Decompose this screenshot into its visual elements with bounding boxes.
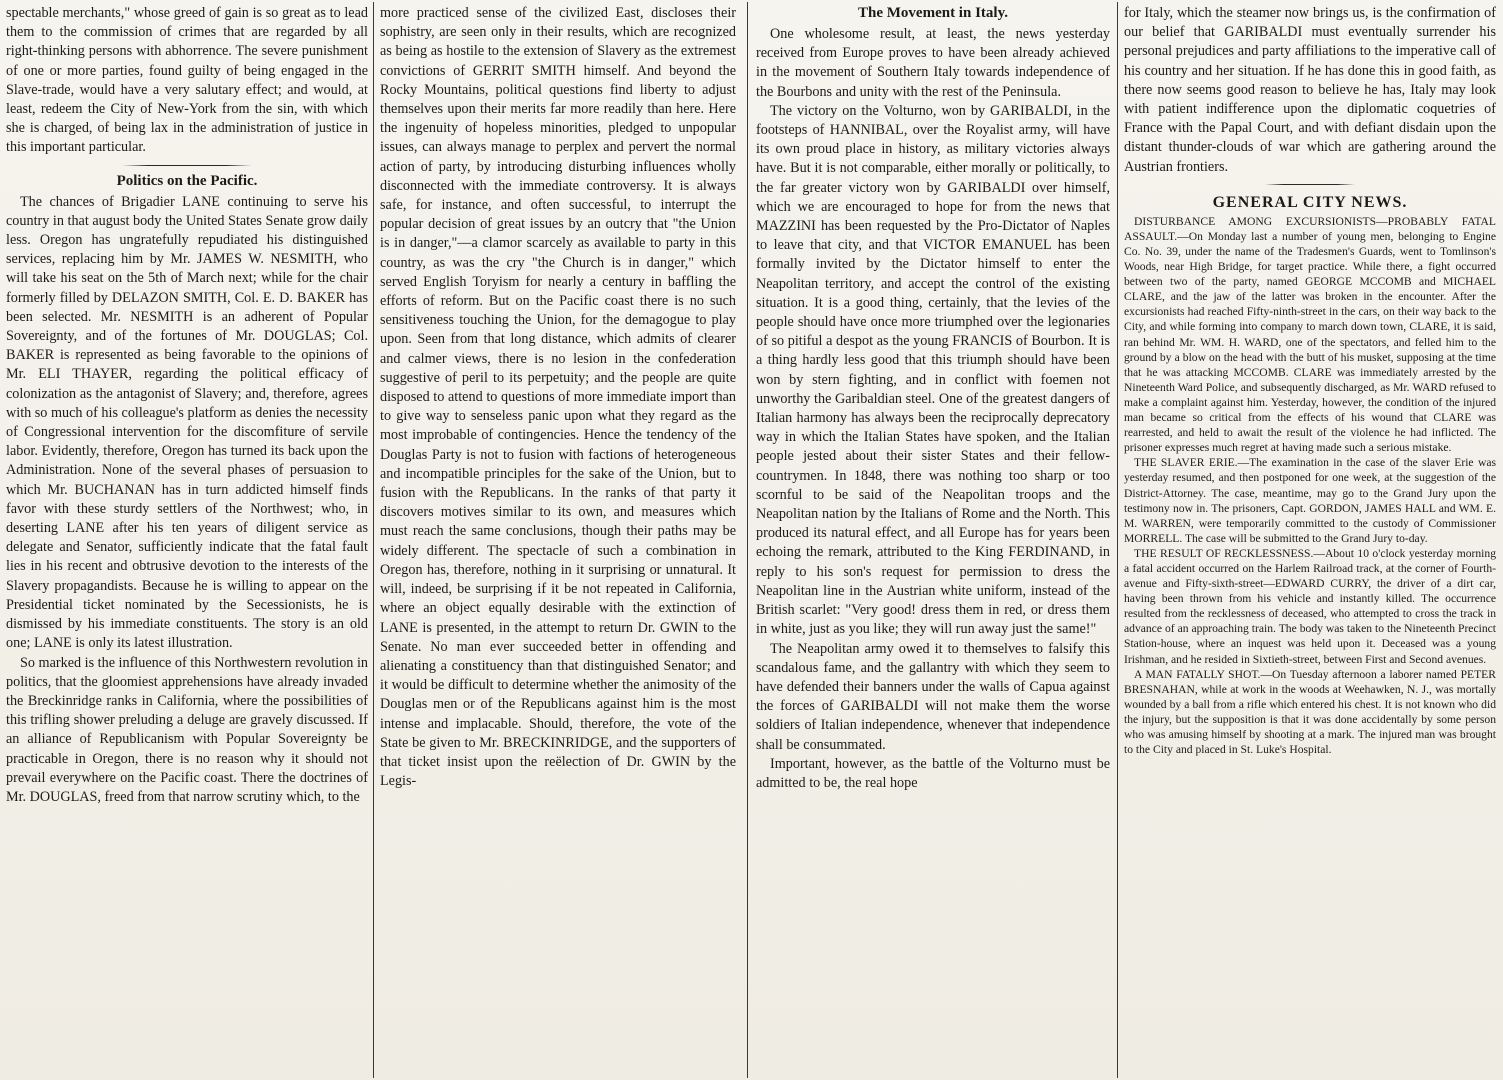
paragraph: So marked is the influence of this Northwestern revolution in politics, that the gloomiest apprehensions have already invaded the Breckinridge ranks in California, where the possibilities of this trifling shower preluding a deluge are gravely discussed. If an alliance of Republicanism with Popular Sovereignty be practicable in Oregon, there is no reason why it should not prevail everywhere on the Pacific coast. There the doctrines of Mr. DOUGLAS, freed from that narrow scrutiny which, to the xyxy=(6,654,368,805)
paragraph: The chances of Brigadier LANE continuing to serve his country in that august body the United States Senate grow daily less. Oregon has ungratefully repudiated his distinguished services, replacing him by Mr. JAMES W. NESMITH, who will take his seat on the 5th of March next; while for the chair formerly filled by DELAZON SMITH, Col. E. D. BAKER has been selected. Mr. NESMITH is an adherent of Popular Sovereignty, and of the fortunes of Mr. DOUGLAS; Col. BAKER is represented as being favorable to the opinions of Mr. ELI THAYER, regarding the political efficacy of colonization as the antagonist of Slavery; and, therefore, agrees with so much of his colleague's platform as denies the necessity of Congressional intervention for the discomfiture of servile labor. Evidently, therefore, Oregon has turned its back upon the Administration. None of the several phases of persuasion to which Mr. BUCHANAN has in turn addicted himself finds favor with these sturdy settlers of the Northwest; who, in deserting LANE after his ten years of diligent service as delegate and Senator, sufficiently indicate that the fatal fault lies in his recent and obtrusive devotion to the interests of the Slavery propagandists. Because he is willing to appear on the Presidential ticket nominated by the Secessionists, he is dismissed by his immediate constituents. The story is an old one; LANE is only its latest illustration. xyxy=(6,193,368,652)
section-divider xyxy=(1265,184,1355,185)
news-item: THE SLAVER ERIE.—The examination in the case of the slaver Erie was yesterday resumed, and then postponed for one week, at the suggestion of the District-Attorney. The case, meantime, may go to the Grand Jury upon the testimony now in. The prisoners, Capt. GORDON, JAMES HALL and WM. E. M. WARREN, were temporarily committed to the custody of Commissioner MORRELL. The case will be submitted to the Grand Jury to-day. xyxy=(1124,456,1496,545)
section-heading-city-news: GENERAL CITY NEWS. xyxy=(1212,193,1408,211)
section-divider xyxy=(122,165,252,166)
column-4 xyxy=(1124,4,1496,1076)
news-item: DISTURBANCE AMONG EXCURSIONISTS—PROBABLY FATAL ASSAULT.—On Monday last a number of young men, belonging to Engine Co. No. 39, under the name of the Tradesmen's Guards, went to Tomlinson's Woods, near High Bridge, for target practice. While there, a fight occurred between two of the party, named GEORGE MCCOMB and MICHAEL CLARE, and the jaw of the latter was broken in the encounter. After the excursionists had reached Fifty-ninth-street in the cars, on their way back to the City, and while forming into company to march down town, CLARE, it is said, ran behind Mr. WM. H. WARD, one of the spectators, and felled him to the ground by a blow on the head with the butt of his musket, supposing at the time that he was attacking MCCOMB. CLARE was immediately arrested by the Nineteenth Ward Police, and subsequently discharged, as Mr. WARD refused to make a complaint against him. Yesterday, however, the condition of the injured man became so critical from the effects of his wound that CLARE was rearrested, and held to await the result of the violence he had inflicted. The prisoner expresses much regret at having made such a serious mistake. xyxy=(1124,214,1496,455)
column-3 xyxy=(756,4,1110,1076)
paragraph: Important, however, as the battle of the Volturno must be admitted to be, the real hope xyxy=(756,755,1110,791)
city-news-items xyxy=(1124,214,1496,757)
article-heading-italy: The Movement in Italy. xyxy=(858,5,1008,21)
column-2 xyxy=(380,4,736,1076)
column-rule xyxy=(373,2,374,1078)
column-1 xyxy=(6,4,368,1076)
paragraph: The Neapolitan army owed it to themselves to falsify this scandalous fame, and the gallantry with which they seem to have defended their banners under the walls of Capua against the forces of GARIBALDI will not make them the worse soldiers of Italian independence, whenever that independence shall be consummated. xyxy=(756,640,1110,753)
article-heading-pacific: Politics on the Pacific. xyxy=(116,172,258,189)
paragraph: more practiced sense of the civilized East, discloses their sophistry, are seen only in their results, which are recognized as being as hostile to the extension of Slavery as the extremest convictions of GERRIT SMITH himself. And beyond the Rocky Mountains, political questions find liberty to adjust themselves upon their merits far more readily than here. Here the ingenuity of hopeless minorities, pledged to unpopular issues, can always manage to perplex and pervert the normal action of party, by introducing disturbing influences wholly disconnected with the immediate controversy. It is always safe, for instance, and often successful, to interrupt the popular decision of great issues by an outcry that "the Union is in danger,"—a clamor scarcely as available to party in this country, as was the cry "the Church is in danger," which served English Toryism for nearly a century in baffling the efforts of reform. But on the Pacific coast there is no such sensitiveness touching the Union, for the demagogue to play upon. Seen from that long distance, which admits of clearer and calmer views, there is no lesion in the confederation suggestive of peril to its perpetuity; and the people are quite disposed to attend to questions of more immediate import than to give way to senseless panic upon what they regard as the most improbable of contingencies. Hence the tendency of the Douglas Party is not to fusion with factions of heterogeneous and incompatible principles for the sake of the Union, but to fusion with the Republicans. In the ranks of that party it discovers motives similar to its own, and measures which must reach the same conclusions, though their paths may be widely different. The spectacle of such a combination in Oregon has, therefore, nothing in it surprising or unnatural. It will, indeed, be surprising if it be not repeated in California, where an object equally desirable with the extinction of LANE is presented, in the attempt to return Dr. GWIN to the Senate. No man ever succeeded better in offending and alienating a constituency than that distinguished Senator; and it would be difficult to determine whether the animosity of the Douglas men or of the Republicans against him is the most intense and implacable. Should, therefore, the vote of the State be given to Mr. BRECKINRIDGE, and the supporters of that ticket insist upon the reëlection of Dr. GWIN by the Legis- xyxy=(380,5,736,790)
column-rule xyxy=(747,2,748,1078)
paragraph: The victory on the Volturno, won by GARIBALDI, in the footsteps of HANNIBAL, over the Royalist army, will have its own proud place in history, as military victories always have. But it is not comparable, either morally or politically, to the far greater victory won by GARIBALDI over himself, which we are encouraged to hope for from the news that MAZZINI has been requested by the Pro-Dictator of Naples to leave that city, and that VICTOR EMANUEL has been formally invited by the Dictator himself to enter the Neapolitan territory, and accept the control of the existing situation. It is a good thing, certainly, that the levies of the people should have once more triumphed over the legionaries of so pitiful a despot as the young FRANCIS of Bourbon. It is a thing hardly less good that this triumph should have been won by stern fighting, and in conflict with foemen not unworthy the Garibaldian steel. One of the greatest dangers of Italian harmony has always been the reciprocally deprecatory way in which the Italian States have spoken, and the Italian people jested about their sister States and their fellow-countrymen. In 1848, there was nothing too sharp or too scornful to be said of the Neapolitan troops and the Neapolitan nation by the Italians of Rome and the North. This produced its natural effect, and all Europe has for years been echoing the remark, attributed to the King FERDINAND, in reply to his son's request for permission to dress the Neapolitan line in the Austrian white uniform, instead of the British scarlet: "Very good! dress them in red, or dress them in white, just as you like; they will run away just the same!" xyxy=(756,102,1110,638)
paragraph: for Italy, which the steamer now brings us, is the confirmation of our belief that GARIBALDI must eventually surrender his personal prejudices and party affiliations to the imperative call of his country and her situation. If he has done this in good faith, as there now seems good reason to believe he has, Italy may look with patient indifference upon the diplomatic coquetries of France with the Papal Court, and with defiant disdain upon the distant thunder-clouds of war which are gathering around the Austrian frontiers. xyxy=(1124,5,1496,175)
article-continuation: spectable merchants," whose greed of gain is so great as to lead them to the commission of crimes that are regarded by all right-thinking persons with abhorrence. The severe punishment of one or more parties, found guilty of being engaged in the Slave-trade, would have a very salutary effect; and would, at least, redeem the City of New-York from the sin, with which she is charged, of being lax in the administration of justice in this important particular. xyxy=(6,5,368,156)
paragraph: One wholesome result, at least, the news yesterday received from Europe proves to have been already achieved in the movement of Southern Italy towards independence of the Bourbons and unity with the rest of the Peninsula. xyxy=(756,26,1110,100)
news-item: THE RESULT OF RECKLESSNESS.—About 10 o'clock yesterday morning a fatal accident occurred on the Harlem Railroad track, at the corner of Fourth-avenue and Fifty-sixth-street—EDWARD CURRY, the driver of a dirt car, having been thrown from his vehicle and instantly killed. The occurrence resulted from the recklessness of deceased, who attempted to cross the track in advance of an approaching train. The body was taken to the Nineteenth Precinct Station-house, where an inquest was held upon it. Deceased was a young Irishman, and he resided in Sixtieth-street, between First and Second avenues. xyxy=(1124,546,1496,666)
news-item: A MAN FATALLY SHOT.—On Tuesday afternoon a laborer named PETER BRESNAHAN, while at work in the woods at Weehawken, N. J., was mortally wounded by a ball from a rifle which entered his chest. It is not known who did the injury, but the supposition is that it was done accidentally by some person who was amusing himself by shooting at a mark. The injured man was brought to the City and placed in St. Luke's Hospital. xyxy=(1124,667,1496,757)
column-rule xyxy=(1117,2,1118,1078)
